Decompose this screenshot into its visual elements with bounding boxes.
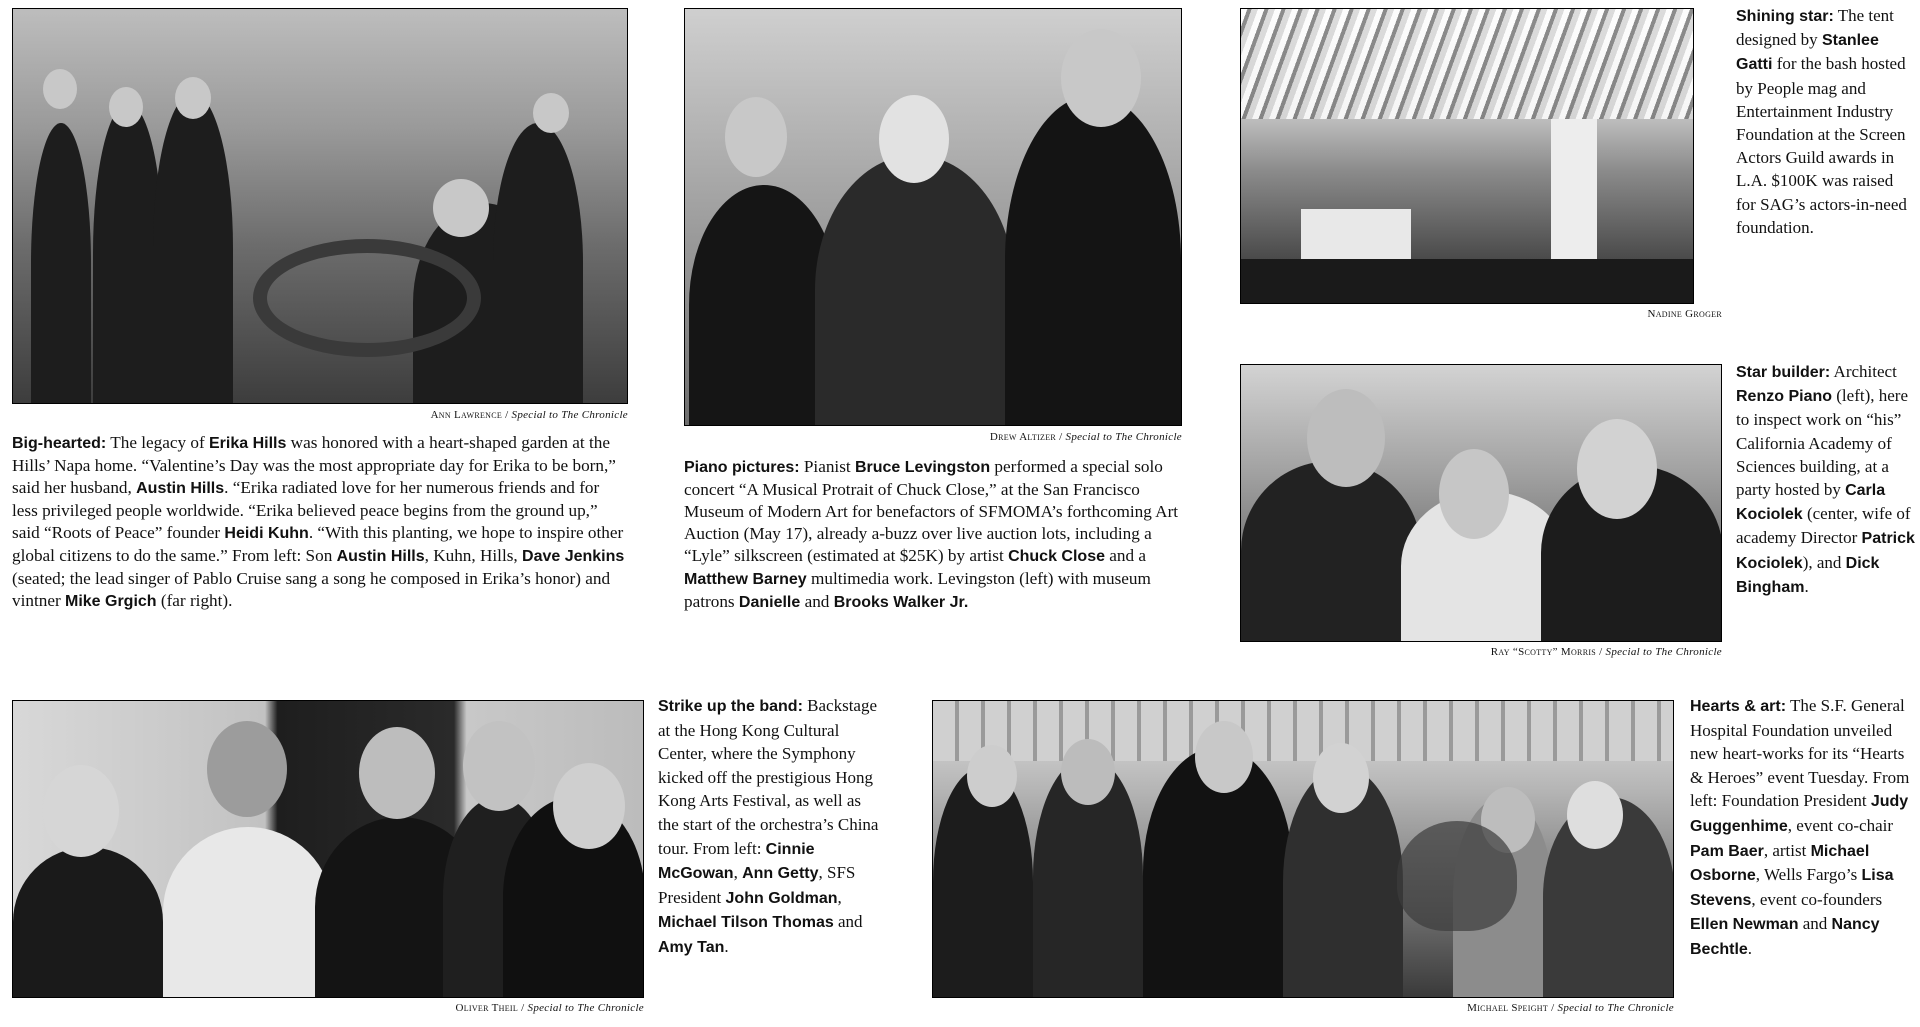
caption-lead: Strike up the band: <box>658 698 803 715</box>
caption-renzo: Star builder: Architect Renzo Piano (left), here to inspect work on “his” California Academy of Sciences building, at a party hosted by Carla Kociolek (center, wife of academy Director Patrick Kociolek), and Dick Bingham. <box>1736 362 1915 596</box>
caption-name: Lisa Stevens <box>1690 867 1894 909</box>
credit-piano: Drew Altizer / Special to The Chronicle <box>989 431 1182 443</box>
caption-name: Michael Tilson Thomas <box>658 914 834 932</box>
caption-band: Strike up the band: Backstage at the Hong Kong Cultural Center, where the Symphony kicked off the prestigious Hong Kong Arts Festival, as well as the start of the orchestra’s China tour. From left: Cinnie McGowan, Ann Getty, SFS President John Goldman, Michael Tilson Thomas and Amy Tan. <box>658 696 879 956</box>
caption-name: Nancy Bechtle <box>1690 916 1880 958</box>
photo-hearts <box>932 700 1674 998</box>
caption-lead: Big-hearted: <box>12 435 107 452</box>
credit-hills: Ann Lawrence / Special to The Chronicle <box>430 409 628 421</box>
caption-name: Dick Bingham <box>1736 554 1880 596</box>
caption-lead: Hearts & art: <box>1690 698 1787 715</box>
photo-band <box>12 700 644 998</box>
caption-name: Ann Getty <box>742 865 819 883</box>
caption-hills: Big-hearted: The legacy of Erika Hills was honored with a heart-shaped garden at the Hills’ Napa home. “Valentine’s Day was the most appropriate day for Erika to be born,” said her husband, Austin Hills. “Erika radiated love for her numerous friends and for less privileged people worldwide. “Erika believed peace begins from the ground up,” said “Roots of Peace” founder Heidi Kuhn. “With this planting, we hope to inspire other global citizens to do the same.” From left: Son Austin Hills, Kuhn, Hills, Dave Jenkins (seated; the lead singer of Pablo Cruise sang a song he composed in Erika’s honor) and vintner Mike Grgich (far right). <box>12 433 625 610</box>
caption-name: Austin Hills <box>336 548 425 565</box>
photo-tent <box>1240 8 1694 304</box>
credit-hearts: Michael Speight / Special to The Chronicle <box>1467 1002 1674 1014</box>
caption-name: Ellen Newman <box>1690 916 1799 934</box>
caption-name: Michael Osborne <box>1690 842 1870 885</box>
caption-name: Patrick Kociolek <box>1736 530 1915 572</box>
caption-name: Amy Tan <box>658 938 725 956</box>
caption-name: Pam Baer <box>1690 842 1764 860</box>
caption-lead: Star builder: <box>1736 364 1831 381</box>
caption-name: Stanlee Gatti <box>1736 32 1879 74</box>
credit-tent: Nadine Groger <box>1647 308 1722 320</box>
caption-name: Carla Kociolek <box>1736 482 1886 524</box>
caption-lead: Piano pictures: <box>684 459 800 476</box>
caption-name: Danielle <box>738 594 801 611</box>
caption-name: Heidi Kuhn <box>224 525 309 542</box>
caption-name: Erika Hills <box>209 435 287 452</box>
caption-lead: Shining star: <box>1736 8 1834 25</box>
caption-name: Austin Hills <box>136 480 225 497</box>
caption-name: John Goldman <box>725 889 838 907</box>
credit-band: Oliver Theil / Special to The Chronicle <box>455 1002 644 1014</box>
caption-name: Renzo Piano <box>1736 388 1833 406</box>
credit-renzo: Ray “Scotty” Morris / Special to The Chronicle <box>1490 646 1722 658</box>
photo-renzo-piano <box>1240 364 1722 642</box>
photo-hills-garden <box>12 8 628 404</box>
caption-hearts: Hearts & art: The S.F. General Hospital Foundation unveiled new heart-works for its “Hearts & Heroes” event Tuesday. From left: Foundation President Judy Guggenhime, event co-chair Pam Baer, artist Michael Osborne, Wells Fargo’s Lisa Stevens, event co-founders Ellen Newman and Nancy Bechtle. <box>1690 696 1910 958</box>
caption-name: Brooks Walker Jr. <box>833 594 969 611</box>
caption-name: Mike Grgich <box>64 593 157 610</box>
caption-name: Judy Guggenhime <box>1690 793 1909 835</box>
caption-name: Matthew Barney <box>684 571 807 588</box>
caption-name: Bruce Levingston <box>854 459 991 476</box>
photo-piano <box>684 8 1182 426</box>
caption-name: Cinnie McGowan <box>658 840 815 883</box>
caption-name: Chuck Close <box>1008 548 1105 565</box>
caption-tent: Shining star: The tent designed by Stanlee Gatti for the bash hosted by People mag and Entertainment Industry Foundation at the Screen Actors Guild awards in L.A. $100K was raised for SAG’s actors-in-need foundation. <box>1736 6 1907 237</box>
caption-piano: Piano pictures: Pianist Bruce Levingston performed a special solo concert “A Musical Protrait of Chuck Close,” at the San Francisco Museum of Modern Art for benefactors of SFMOMA’s forthcoming Art Auction (May 17), already a-buzz over live auction lots, including a “Lyle” silkscreen (estimated at $25K) by artist Chuck Close and a Matthew Barney multimedia work. Levingston (left) with museum patrons Danielle and Brooks Walker Jr. <box>684 457 1179 611</box>
caption-name: Dave Jenkins <box>522 548 625 565</box>
